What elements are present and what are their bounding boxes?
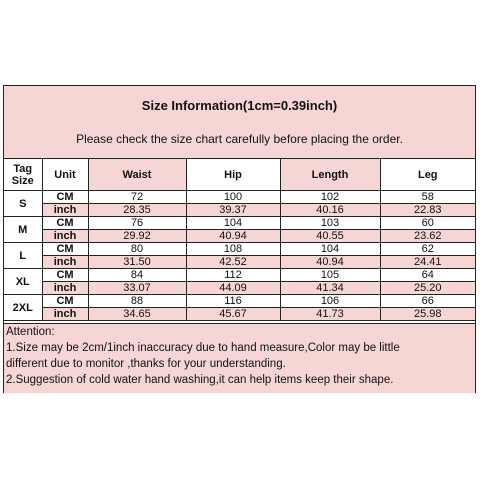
attention-notes xyxy=(4,323,475,393)
size-table xyxy=(4,159,475,321)
chart-header xyxy=(4,86,475,159)
unit-cell-inch: inch xyxy=(42,230,88,243)
column-header-leg: Leg xyxy=(380,159,475,191)
table-header-row xyxy=(4,159,475,191)
measurement-cell: 45.67 xyxy=(186,308,280,321)
size-tag-cell: 2XL xyxy=(4,295,42,321)
unit-cell-cm: CM xyxy=(42,269,88,282)
unit-cell-inch: inch xyxy=(42,204,88,217)
table-row-cm xyxy=(4,191,475,204)
measurement-cell: 22.83 xyxy=(380,204,475,217)
measurement-cell: 39.37 xyxy=(186,204,280,217)
measurement-cell: 31.50 xyxy=(88,256,186,269)
measurement-cell: 41.73 xyxy=(280,308,380,321)
measurement-cell: 108 xyxy=(186,243,280,256)
measurement-cell: 116 xyxy=(186,295,280,308)
measurement-cell: 40.55 xyxy=(280,230,380,243)
measurement-cell: 106 xyxy=(280,295,380,308)
column-header-size-line2: Size xyxy=(11,174,34,187)
measurement-cell: 100 xyxy=(186,191,280,204)
notes-heading: Attention: xyxy=(6,326,55,338)
table-row-inch xyxy=(4,230,475,243)
measurement-cell: 104 xyxy=(186,217,280,230)
measurement-cell: 33.07 xyxy=(88,282,186,295)
measurement-cell: 42.52 xyxy=(186,256,280,269)
measurement-cell: 112 xyxy=(186,269,280,282)
notes-line-3: 2.Suggestion of cold water hand washing,it can help items keep their shape. xyxy=(6,374,394,386)
column-header-unit: Unit xyxy=(42,159,88,191)
notes-line-2: different due to monitor ,thanks for your understanding. xyxy=(6,358,286,370)
table-row-cm xyxy=(4,295,475,308)
chart-title: Size Information(1cm=0.39inch) xyxy=(141,98,338,113)
measurement-cell: 60 xyxy=(380,217,475,230)
size-tag-cell: L xyxy=(4,243,42,269)
measurement-cell: 40.16 xyxy=(280,204,380,217)
measurement-cell: 88 xyxy=(88,295,186,308)
measurement-cell: 64 xyxy=(380,269,475,282)
unit-cell-cm: CM xyxy=(42,191,88,204)
unit-cell-inch: inch xyxy=(42,308,88,321)
measurement-cell: 25.98 xyxy=(380,308,475,321)
measurement-cell: 23.62 xyxy=(380,230,475,243)
size-tag-cell: S xyxy=(4,191,42,217)
measurement-cell: 102 xyxy=(280,191,380,204)
table-row-cm xyxy=(4,269,475,282)
size-tag-cell: XL xyxy=(4,269,42,295)
size-table-body xyxy=(4,191,475,321)
unit-cell-inch: inch xyxy=(42,282,88,295)
measurement-cell: 24.41 xyxy=(380,256,475,269)
unit-cell-cm: CM xyxy=(42,243,88,256)
measurement-cell: 44.09 xyxy=(186,282,280,295)
measurement-cell: 105 xyxy=(280,269,380,282)
measurement-cell: 66 xyxy=(380,295,475,308)
measurement-cell: 28.35 xyxy=(88,204,186,217)
unit-cell-cm: CM xyxy=(42,217,88,230)
measurement-cell: 58 xyxy=(380,191,475,204)
measurement-cell: 76 xyxy=(88,217,186,230)
chart-subtitle: Please check the size chart carefully before placing the order. xyxy=(76,132,403,146)
table-row-inch xyxy=(4,282,475,295)
measurement-cell: 104 xyxy=(280,243,380,256)
measurement-cell: 41.34 xyxy=(280,282,380,295)
table-row-cm xyxy=(4,243,475,256)
notes-line-1: 1.Size may be 2cm/1inch inaccuracy due to hand measure,Color may be little xyxy=(6,342,400,354)
table-row-cm xyxy=(4,217,475,230)
column-header-tag-line1: Tag xyxy=(13,162,33,175)
unit-cell-inch: inch xyxy=(42,256,88,269)
column-header-tag-size xyxy=(4,159,42,191)
measurement-cell: 29.92 xyxy=(88,230,186,243)
measurement-cell: 84 xyxy=(88,269,186,282)
measurement-cell: 34.65 xyxy=(88,308,186,321)
measurement-cell: 40.94 xyxy=(280,256,380,269)
measurement-cell: 40.94 xyxy=(186,230,280,243)
measurement-cell: 62 xyxy=(380,243,475,256)
table-row-inch xyxy=(4,256,475,269)
size-chart xyxy=(3,85,476,393)
table-row-inch xyxy=(4,204,475,217)
measurement-cell: 72 xyxy=(88,191,186,204)
column-header-length: Length xyxy=(280,159,380,191)
unit-cell-cm: CM xyxy=(42,295,88,308)
measurement-cell: 80 xyxy=(88,243,186,256)
column-header-waist: Waist xyxy=(88,159,186,191)
size-tag-cell: M xyxy=(4,217,42,243)
measurement-cell: 103 xyxy=(280,217,380,230)
table-row-inch xyxy=(4,308,475,321)
measurement-cell: 25.20 xyxy=(380,282,475,295)
column-header-hip: Hip xyxy=(186,159,280,191)
